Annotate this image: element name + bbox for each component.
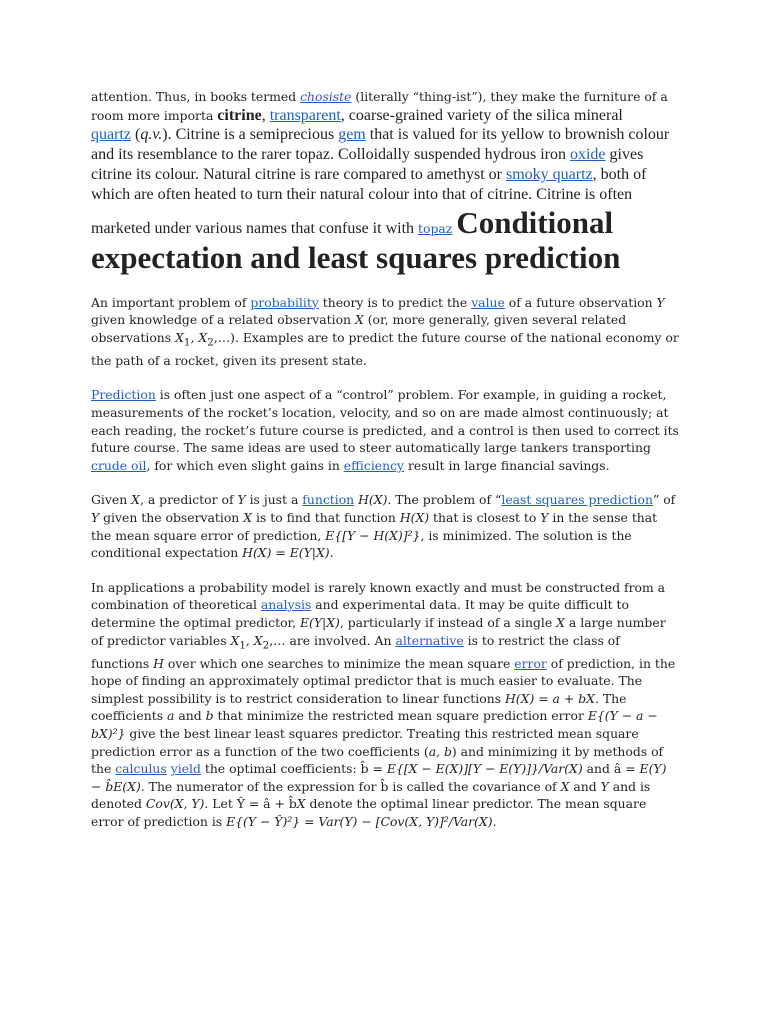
text: is often just one aspect of a “control” problem. For example, in guiding a rocket, measurements of the rocket’s location, velocity, and so on are made almost continuously; at each reading, the rocket’s future course is predicted, and a control is then used to correct its future course. The same ideas are used to steer automatically large tankers transporting bbox=[91, 387, 679, 456]
text: X bbox=[296, 796, 306, 812]
text: H(X) = a + bX bbox=[505, 690, 595, 706]
text: is just a bbox=[245, 492, 303, 508]
text: ” of bbox=[652, 492, 676, 508]
text: Y bbox=[237, 492, 246, 508]
text: that is closest to bbox=[429, 509, 541, 525]
text: . The problem of “ bbox=[387, 492, 502, 508]
text: H(X) bbox=[358, 492, 388, 508]
paragraph-3 bbox=[91, 491, 679, 561]
text: H(X) = E(Y|X) bbox=[242, 545, 330, 561]
text: An important problem of bbox=[91, 294, 251, 310]
text: , for which even slight gains in bbox=[146, 457, 344, 473]
text: . Let Ŷ = â + b̂ bbox=[204, 796, 297, 812]
text: Y bbox=[91, 509, 100, 525]
text: b bbox=[205, 708, 214, 724]
text: and bbox=[569, 778, 601, 794]
link-function[interactable]: function bbox=[302, 492, 355, 508]
text: a, b bbox=[428, 743, 452, 759]
text: X bbox=[131, 492, 140, 508]
text: , particularly if instead of a single bbox=[339, 614, 557, 630]
text: In applications a probability model is rarely known exactly and must be constructed from a combination of theoretical bbox=[91, 579, 666, 613]
text: , both of which are often heated to turn their natural colour into that of citrine. Citrine is often marketed under various names that confuse it with bbox=[91, 165, 647, 237]
text: Y bbox=[540, 509, 549, 525]
text: Given bbox=[91, 492, 132, 508]
text: in the sense that the mean square error of prediction, bbox=[91, 509, 658, 543]
text: result in large financial savings. bbox=[404, 457, 610, 473]
text: X bbox=[253, 632, 263, 648]
text: X bbox=[198, 329, 208, 345]
text: a large number of predictor variables bbox=[91, 614, 666, 648]
text: Cov(X, Y) bbox=[145, 796, 205, 812]
text: ). Citrine is a semiprecious bbox=[162, 126, 339, 144]
text: given the observation bbox=[99, 509, 244, 525]
link-probability[interactable]: probability bbox=[250, 294, 319, 310]
text: gives citrine its colour. Natural citrine is rare compared to amethyst or bbox=[91, 146, 644, 183]
document-page bbox=[91, 88, 679, 831]
term-citrine: citrine bbox=[217, 106, 262, 124]
text: ( bbox=[130, 126, 141, 144]
text: (or, more generally, given several related observations bbox=[91, 312, 627, 345]
text: give the best linear least squares predictor. Treating this restricted mean square prediction error as a function of the two coefficients ( bbox=[91, 725, 639, 759]
text: 1 bbox=[183, 336, 191, 349]
text: H(X) bbox=[399, 509, 430, 525]
text: 1 bbox=[239, 639, 246, 652]
intro-fragment bbox=[91, 88, 679, 125]
text: ) and minimizing it by methods of the bbox=[91, 743, 664, 777]
text: denote the optimal linear predictor. The mean square error of prediction is bbox=[91, 796, 647, 829]
text: 2 bbox=[262, 639, 270, 652]
text: Y bbox=[656, 294, 665, 310]
text: of a future observation bbox=[504, 294, 657, 310]
text: given knowledge of a related observation bbox=[91, 312, 355, 328]
section-heading: Conditional expectation and least squares prediction bbox=[91, 204, 621, 275]
text: . bbox=[492, 813, 497, 829]
text: , bbox=[190, 329, 199, 345]
text: ,…). Examples are to predict the future course of the national economy or the path of a rocket, given its present state. bbox=[91, 329, 679, 368]
text: X bbox=[354, 312, 364, 328]
text: X bbox=[230, 632, 240, 648]
text: and is denoted bbox=[91, 778, 651, 812]
text: and experimental data. It may be quite difficult to determine the optimal predictor, bbox=[91, 597, 629, 630]
text: X bbox=[243, 509, 253, 525]
text: the optimal coefficients: b̂ = bbox=[200, 761, 387, 777]
text: X bbox=[175, 329, 184, 345]
link-value[interactable]: value bbox=[471, 294, 505, 310]
text: over which one searches to minimize the mean square bbox=[163, 655, 515, 671]
paragraph-1 bbox=[91, 294, 679, 370]
paragraph-4: In applications a probability model is rarely known exactly and must be constructed from a combination of theoretical analysis and experimental data. It may be quite difficult to determine the optimal predictor, E(Y|X), particularly if instead of a single X a large number of predictor variables $X_1$, $X_2,\dots$ are involved. An alternative is to restrict the class of functions H over which one searches to minimize the mean square error of prediction, in the hope of finding an approximately optimal predictor that is much easier to evaluate. The simplest possibility is to restrict consideration to linear functions H(X) = a + bX. The coefficients a and b that minimize the restricted mean square prediction error E{(Y − a − bX)²} give the best linear least squares predictor. Treating this restricted mean square prediction error as a function of the two coefficients (a, b) and minimizing it by methods of the calculus yield the optimal coefficients: b̂ = E{[X − E(X)][Y − E(Y)]}/Var(X) and â = E(Y) − b̂E(X). The numerator of the expression for b̂ is called the covariance of X and Y and is denoted Cov(X, Y). Let Ŷ = â + b̂X denote the optimal linear predictor. The mean square error of prediction is E{(Y − Ŷ)²} = Var(Y) − [Cov(X, Y)]²/Var(X). bbox=[91, 579, 676, 829]
text: . bbox=[329, 545, 334, 561]
link-transparent[interactable]: transparent bbox=[269, 106, 341, 124]
text: E{(Y − Ŷ)²} = Var(Y) − [Cov(X, Y)]²/Var(X) bbox=[226, 813, 493, 829]
text: is to find that function bbox=[252, 509, 400, 525]
link-gem[interactable]: gem bbox=[338, 126, 366, 144]
text: . The numerator of the expression for b̂ is called the covariance of bbox=[140, 778, 561, 794]
text: H bbox=[153, 655, 164, 671]
link-topaz[interactable]: topaz bbox=[418, 220, 453, 236]
text: , coarse-grained variety of the silica mineral bbox=[340, 106, 623, 124]
link-alternative[interactable]: alternative bbox=[395, 632, 464, 648]
text: that minimize the restricted mean square prediction error bbox=[213, 708, 588, 724]
text: . The coefficients bbox=[91, 690, 627, 724]
text: E{[Y − H(X)]²} bbox=[325, 527, 421, 543]
text: E{[X − E(X)][Y − E(Y)]}/Var(X) bbox=[386, 761, 583, 777]
link-efficiency[interactable]: efficiency bbox=[343, 457, 405, 473]
link-yield[interactable]: yield bbox=[170, 761, 201, 777]
link-smoky-quartz[interactable]: smoky quartz bbox=[505, 165, 593, 183]
text: E{(Y − a − bX)²} bbox=[91, 708, 658, 741]
link-analysis[interactable]: analysis bbox=[260, 597, 312, 613]
text: E(Y|X) bbox=[299, 614, 340, 630]
paragraph-2 bbox=[91, 386, 679, 474]
link-error[interactable]: error bbox=[514, 655, 547, 671]
link-chosiste[interactable]: chosiste bbox=[300, 89, 352, 104]
text: , a predictor of bbox=[139, 492, 238, 508]
text: theory is to predict the bbox=[318, 294, 472, 310]
text: X bbox=[560, 778, 570, 794]
link-least-squares-prediction[interactable]: least squares prediction bbox=[501, 492, 653, 508]
text: ,… are involved. An bbox=[269, 632, 396, 648]
text: q.v. bbox=[140, 126, 163, 144]
link-calculus[interactable]: calculus bbox=[115, 761, 167, 777]
text: , bbox=[245, 632, 254, 648]
text: a bbox=[167, 708, 175, 724]
text: is to restrict the class of functions bbox=[91, 632, 620, 671]
text: , bbox=[261, 106, 270, 124]
text: of prediction, in the hope of finding an approximately optimal predictor that is much easier to evaluate. The simplest possibility is to restrict consideration to linear functions bbox=[91, 655, 676, 706]
text: E(Y) − b̂E(X) bbox=[91, 761, 667, 794]
text: attention. Thus, in books termed bbox=[91, 89, 301, 104]
link-prediction[interactable]: Prediction bbox=[91, 387, 156, 403]
text: and â = bbox=[582, 761, 640, 777]
link-oxide[interactable]: oxide bbox=[569, 146, 606, 164]
link-crude-oil[interactable]: crude oil bbox=[91, 457, 147, 473]
text: X bbox=[556, 614, 565, 630]
text: 2 bbox=[207, 336, 214, 349]
text: and bbox=[174, 708, 206, 724]
link-quartz[interactable]: quartz bbox=[91, 126, 131, 144]
text: (literally “thing-ist”), they make the furniture of a room more importa bbox=[91, 89, 668, 123]
citrine-paragraph bbox=[91, 125, 679, 274]
text: that is valued for its yellow to brownish colour and its resemblance to the rarer topaz. Colloidally suspended hydrous iron bbox=[91, 126, 670, 164]
text: , is minimized. The solution is the conditional expectation bbox=[91, 527, 632, 561]
